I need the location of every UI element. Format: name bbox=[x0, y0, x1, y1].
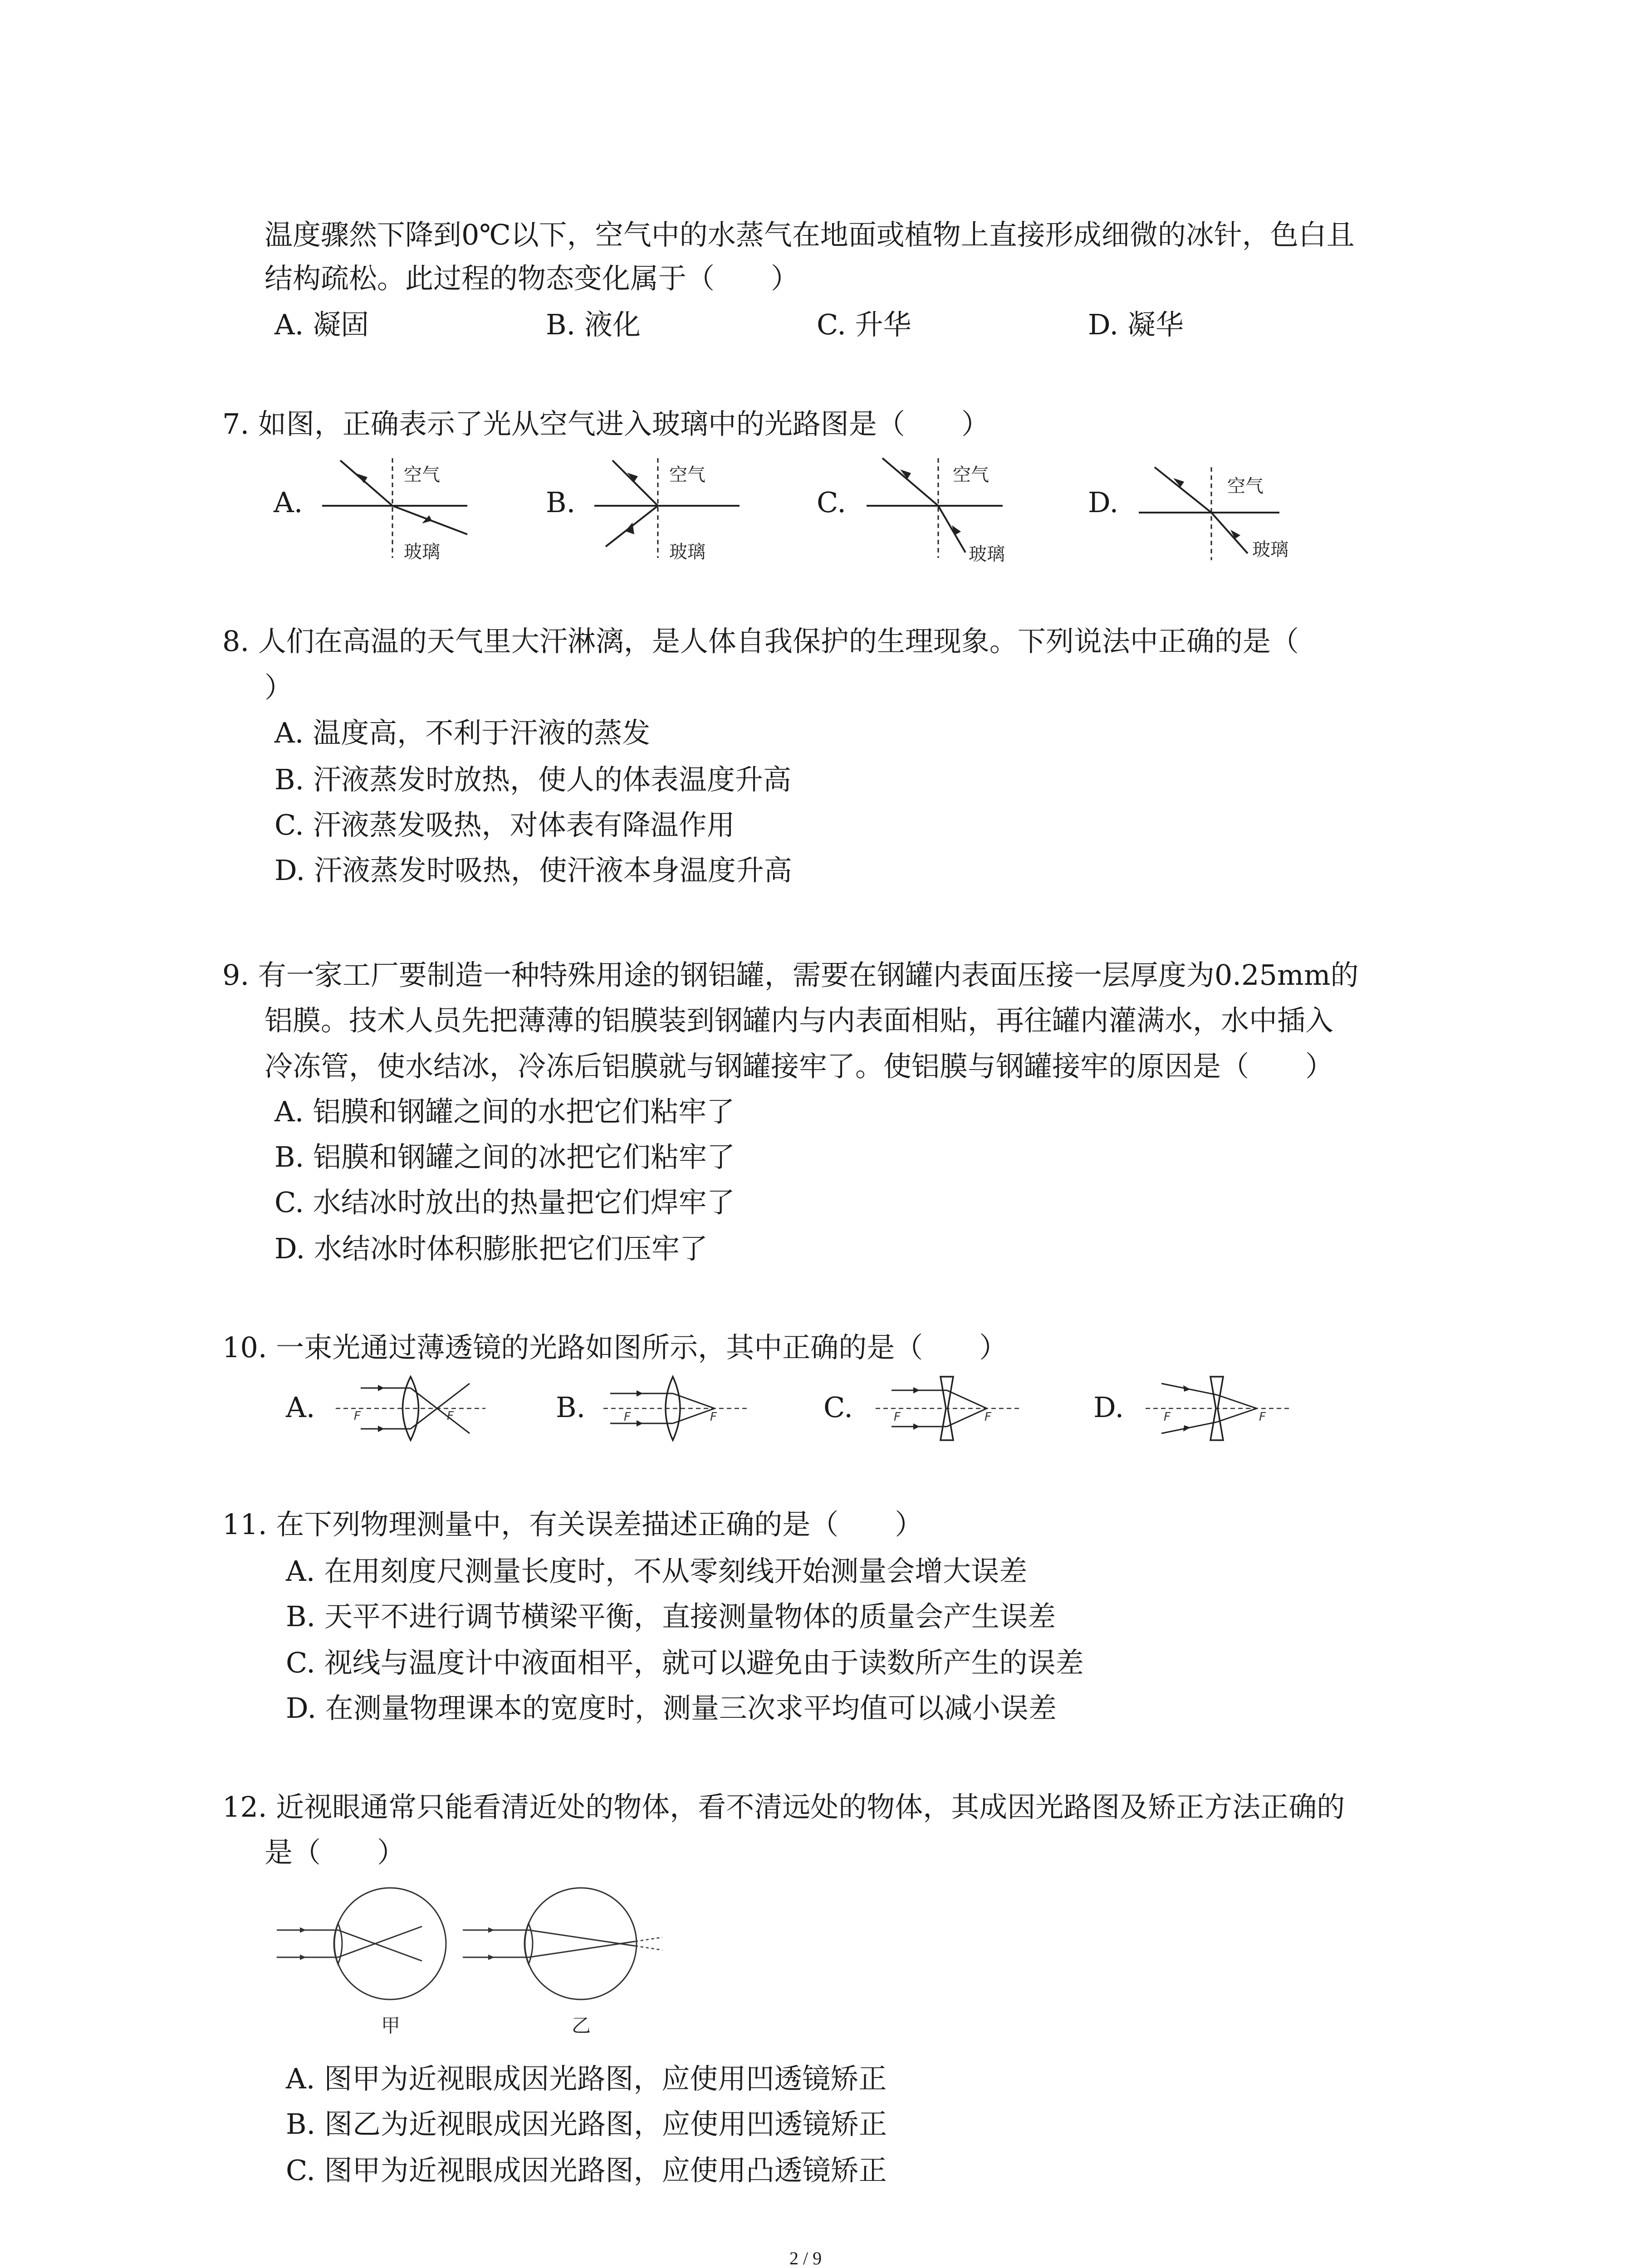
q10-b-focus-right: F bbox=[710, 1410, 717, 1424]
q12-option-a: A. 图甲为近视眼成因光路图，应使用凹透镜矫正 bbox=[286, 2062, 887, 2095]
q10-option-c-label: C. bbox=[823, 1391, 853, 1424]
q12-eye-diagrams bbox=[272, 1880, 717, 2053]
q12-eye-jia bbox=[277, 1888, 446, 2037]
q12-line-1: 12. 近视眼通常只能看清近处的物体，看不清远处的物体，其成因光路图及矫正方法正确的 bbox=[222, 1790, 1345, 1823]
q11-option-c: C. 视线与温度计中液面相平，就可以避免由于读数所产生的误差 bbox=[286, 1646, 1084, 1679]
q10-diagram-a bbox=[333, 1370, 488, 1447]
q10-b-focus-left: F bbox=[624, 1410, 631, 1424]
q10-stem: 10. 一束光通过薄透镜的光路如图所示，其中正确的是（ ） bbox=[222, 1331, 1008, 1364]
q8-line-2: ） bbox=[265, 671, 293, 704]
q9-option-c: C. 水结冰时放出的热量把它们焊牢了 bbox=[274, 1186, 735, 1219]
q10-option-a-label: A. bbox=[286, 1391, 315, 1424]
q12-label-jia: 甲 bbox=[381, 2014, 401, 2037]
q7-d-glass-label: 玻璃 bbox=[1252, 539, 1288, 560]
q10-diagram-c bbox=[873, 1370, 1023, 1447]
q9-line-2: 铝膜。技术人员先把薄薄的铝膜装到钢罐内与内表面相贴，再往罐内灌满水，水中插入 bbox=[265, 1004, 1334, 1037]
q8-option-b: B. 汗液蒸发时放热，使人的体表温度升高 bbox=[274, 763, 791, 796]
q6-option-d: D. 凝华 bbox=[1088, 308, 1184, 341]
q12-option-c: C. 图甲为近视眼成因光路图，应使用凸透镜矫正 bbox=[286, 2154, 887, 2187]
q10-a-focus-right: F bbox=[447, 1409, 454, 1423]
page-number: 2 / 9 bbox=[789, 2248, 822, 2268]
q9-option-b: B. 铝膜和钢罐之间的冰把它们粘牢了 bbox=[274, 1140, 735, 1173]
q10-c-focus-right: F bbox=[985, 1410, 991, 1424]
q7-c-glass-label: 玻璃 bbox=[969, 544, 1005, 565]
q10-diagram-b bbox=[601, 1370, 751, 1447]
q9-line-3: 冷冻管，使水结冰，冷冻后铝膜就与钢罐接牢了。使铝膜与钢罐接牢的原因是（ ） bbox=[265, 1050, 1334, 1083]
q12-eye-yi bbox=[463, 1888, 662, 2037]
q7-diagram-b bbox=[585, 449, 749, 567]
q12-option-b: B. 图乙为近视眼成因光路图，应使用凹透镜矫正 bbox=[286, 2107, 887, 2141]
q9-option-a: A. 铝膜和钢罐之间的水把它们粘牢了 bbox=[274, 1095, 735, 1128]
q6-option-a: A. 凝固 bbox=[274, 308, 369, 341]
q11-option-b: B. 天平不进行调节横梁平衡，直接测量物体的质量会产生误差 bbox=[286, 1600, 1056, 1633]
q10-a-focus-left: F bbox=[354, 1409, 361, 1423]
q9-line-1: 9. 有一家工厂要制造一种特殊用途的钢铝罐，需要在钢罐内表面压接一层厚度为0.25mm的 bbox=[222, 958, 1359, 992]
q7-diagram-c bbox=[857, 449, 1021, 567]
q8-line-1: 8. 人们在高温的天气里大汗淋漓，是人体自我保护的生理现象。下列说法中正确的是（ bbox=[222, 625, 1299, 658]
q7-option-b-label: B. bbox=[546, 486, 576, 519]
q11-stem: 11. 在下列物理测量中，有关误差描述正确的是（ ） bbox=[222, 1508, 923, 1541]
q7-a-glass-label: 玻璃 bbox=[404, 542, 440, 562]
q7-stem: 7. 如图，正确表示了光从空气进入玻璃中的光路图是（ ） bbox=[222, 407, 989, 440]
q11-option-a: A. 在用刻度尺测量长度时，不从零刻线开始测量会增大误差 bbox=[286, 1554, 1028, 1588]
q7-diagram-d bbox=[1130, 458, 1311, 567]
q10-d-focus-right: F bbox=[1259, 1410, 1266, 1424]
q10-diagram-d bbox=[1143, 1370, 1293, 1447]
q7-d-air-label: 空气 bbox=[1227, 476, 1264, 497]
q12-label-yi: 乙 bbox=[572, 2014, 591, 2037]
q11-option-d: D. 在测量物理课本的宽度时，测量三次求平均值可以减小误差 bbox=[286, 1691, 1057, 1725]
q8-option-c: C. 汗液蒸发吸热，对体表有降温作用 bbox=[274, 808, 735, 841]
q10-d-focus-left: F bbox=[1164, 1410, 1171, 1424]
q10-option-d-label: D. bbox=[1093, 1391, 1124, 1424]
q7-b-air-label: 空气 bbox=[669, 464, 705, 485]
q10-c-focus-left: F bbox=[894, 1410, 901, 1424]
q7-option-a-label: A. bbox=[274, 486, 303, 519]
q6-line-2: 结构疏松。此过程的物态变化属于（ ） bbox=[265, 262, 799, 295]
q7-option-d-label: D. bbox=[1088, 486, 1119, 519]
q9-option-d: D. 水结冰时体积膨胀把它们压牢了 bbox=[274, 1232, 708, 1265]
q6-option-b: B. 液化 bbox=[546, 308, 641, 341]
q7-b-glass-label: 玻璃 bbox=[669, 542, 705, 562]
q12-line-2: 是（ ） bbox=[265, 1836, 406, 1869]
q6-line-1: 温度骤然下降到0℃以下，空气中的水蒸气在地面或植物上直接形成细微的冰针，色白且 bbox=[265, 218, 1355, 251]
q7-diagram-a bbox=[313, 449, 476, 567]
q8-option-a: A. 温度高，不利于汗液的蒸发 bbox=[274, 716, 651, 749]
q7-a-air-label: 空气 bbox=[404, 464, 440, 485]
q7-option-c-label: C. bbox=[817, 486, 846, 519]
q8-option-d: D. 汗液蒸发时吸热，使汗液本身温度升高 bbox=[274, 854, 792, 887]
q7-c-air-label: 空气 bbox=[953, 464, 989, 485]
q10-option-b-label: B. bbox=[556, 1391, 586, 1424]
q6-option-c: C. 升华 bbox=[817, 308, 911, 341]
